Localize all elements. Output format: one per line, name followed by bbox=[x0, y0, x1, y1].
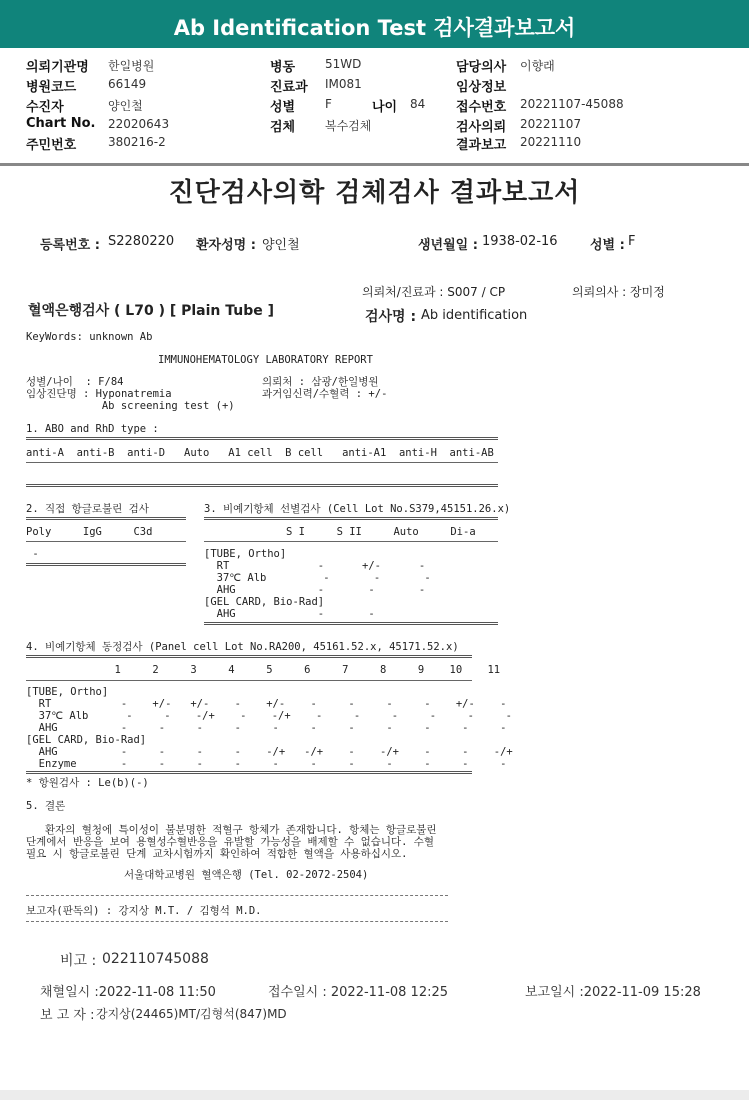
section-3-row: RT - +/- - bbox=[204, 560, 426, 572]
header-label-sex: 성별 bbox=[270, 100, 296, 115]
section-3-rule-bottom bbox=[204, 622, 498, 625]
header-label-hospital-code: 병원코드 bbox=[26, 80, 77, 95]
section-2-rule-mid bbox=[26, 541, 186, 542]
section-3-row: 37℃ Alb - - - bbox=[204, 572, 431, 584]
sex-age: 성별/나이 : F/84 bbox=[26, 376, 124, 388]
report-paper bbox=[0, 166, 749, 1090]
section-3-title: 3. 비예기항체 선별검사 (Cell Lot No.S379,45151.26.x) bbox=[204, 503, 511, 515]
header-label-ward: 병동 bbox=[270, 60, 296, 75]
header-value-result-date: 20221110 bbox=[520, 135, 582, 149]
section-2-columns: Poly IgG C3d bbox=[26, 526, 153, 538]
header-value-department: IM081 bbox=[325, 77, 362, 91]
header-label-patient: 수진자 bbox=[26, 100, 64, 115]
conclusion-line: 필요 시 항글로불린 단계 교차시험까지 확인하여 적합한 혈액을 사용하십시오. bbox=[26, 848, 408, 860]
test-name-label: 검사명 : bbox=[365, 309, 417, 325]
header-value-hospital-code: 66149 bbox=[108, 77, 147, 91]
header-value-request-date: 20221107 bbox=[520, 117, 582, 131]
header-label-resident-no: 주민번호 bbox=[26, 138, 77, 153]
page-bottom-margin bbox=[0, 1090, 749, 1100]
header-value-institution: 한일병원 bbox=[108, 59, 155, 73]
section-3-columns: S I S II Auto Di-a bbox=[286, 526, 476, 538]
section-4-row: [TUBE, Ortho] bbox=[26, 686, 109, 698]
referrer: 의뢰처 : 삼광/한일병원 bbox=[262, 376, 379, 388]
section-4-row: AHG - - - - -/+ -/+ - -/+ - - -/+ bbox=[26, 746, 513, 758]
note-label: 비고 : bbox=[60, 953, 97, 969]
antigen-test: * 항원검사 : Le(b)(-) bbox=[26, 777, 149, 789]
dept-info: 의뢰처/진료과 : S007 / CP bbox=[362, 285, 506, 299]
section-4-rule-top bbox=[26, 655, 472, 658]
header-value-specimen: 복수검체 bbox=[325, 119, 372, 133]
header-value-chart: 22020643 bbox=[108, 117, 170, 131]
header-label-accession: 접수번호 bbox=[456, 100, 507, 115]
sex-label: 성별 : bbox=[590, 238, 625, 253]
dob-label: 생년월일 : bbox=[418, 238, 478, 253]
signature-rule-bottom bbox=[26, 921, 448, 922]
header-value-sex: F bbox=[325, 97, 332, 111]
header-label-age: 나이 bbox=[372, 100, 398, 115]
section-4-row: [GEL CARD, Bio-Rad] bbox=[26, 734, 147, 746]
header-value-doctor: 이향래 bbox=[520, 59, 555, 73]
document-title: 진단검사의학 검체검사 결과보고서 bbox=[168, 178, 581, 208]
report-time: 보고일시 :2022-11-09 15:28 bbox=[525, 985, 701, 1000]
sex-value: F bbox=[628, 234, 636, 249]
signature-rule-top bbox=[26, 895, 448, 896]
section-4-columns: 1 2 3 4 5 6 7 8 9 10 11 bbox=[26, 664, 501, 676]
reporter-label: 보 고 자 : bbox=[40, 1008, 95, 1023]
history: 과거임신력/수혈력 : +/- bbox=[262, 388, 388, 400]
section-4-row: Enzyme - - - - - - - - - - - bbox=[26, 758, 507, 770]
patient-name-label: 환자성명 : bbox=[196, 238, 256, 253]
header-label-department: 진료과 bbox=[270, 80, 308, 95]
section-1-columns: anti-A anti-B anti-D Auto A1 cell B cell anti-A1 anti-H anti-AB bbox=[26, 447, 494, 459]
header-value-accession: 20221107-45088 bbox=[520, 97, 624, 111]
header-label-clinical-info: 임상정보 bbox=[456, 80, 507, 95]
section-1-rule-mid bbox=[26, 462, 498, 463]
requesting-doctor: 의뢰의사 : 장미정 bbox=[572, 285, 665, 299]
section-3-row: AHG - - bbox=[204, 608, 375, 620]
header-value-patient: 양인철 bbox=[108, 99, 143, 113]
header-label-institution: 의뢰기관명 bbox=[26, 60, 89, 75]
section-1-title: 1. ABO and RhD type : bbox=[26, 423, 159, 435]
section-3-row: [TUBE, Ortho] bbox=[204, 548, 287, 560]
request-info-header bbox=[0, 48, 749, 164]
header-value-age: 84 bbox=[410, 97, 426, 111]
section-4-rule-mid bbox=[26, 680, 472, 681]
header-label-doctor: 담당의사 bbox=[456, 60, 507, 75]
patient-name-value: 양인철 bbox=[262, 238, 300, 253]
report-banner-title: Ab Identification Test 검사결과보고서 bbox=[0, 0, 749, 48]
collection-time: 채혈일시 :2022-11-08 11:50 bbox=[40, 985, 216, 1000]
header-label-chart: Chart No. bbox=[26, 116, 96, 131]
receipt-time: 접수일시 : 2022-11-08 12:25 bbox=[268, 985, 449, 1000]
section-2-title: 2. 직접 항글로불린 검사 bbox=[26, 503, 149, 515]
section-4-row: RT - +/- +/- - +/- - - - - +/- - bbox=[26, 698, 507, 710]
section-3-row: AHG - - - bbox=[204, 584, 426, 596]
section-2-rule-top bbox=[26, 517, 186, 520]
header-value-resident-no: 380216-2 bbox=[108, 135, 166, 149]
diagnosis-line-1: 임상진단명 : Hyponatremia bbox=[26, 388, 172, 400]
section-3-rule-mid bbox=[204, 541, 498, 542]
note-value: 022110745088 bbox=[102, 951, 209, 967]
conclusion-line: 환자의 혈청에 특이성이 불분명한 적혈구 항체가 존재합니다. 항체는 항글로불린 bbox=[26, 824, 437, 836]
section-4-title: 4. 비예기항체 동정검사 (Panel cell Lot No.RA200, 45161.52.x, 45171.52.x) bbox=[26, 641, 459, 653]
section-1-rule-top bbox=[26, 437, 498, 440]
section-2-rule-bottom bbox=[26, 563, 186, 566]
section-4-rule-bottom bbox=[26, 771, 472, 774]
header-label-result-date: 결과보고 bbox=[456, 138, 507, 153]
hospital-contact: 서울대학교병원 혈액은행 (Tel. 02-2072-2504) bbox=[124, 869, 369, 881]
header-label-specimen: 검체 bbox=[270, 120, 296, 135]
lab-report-title: IMMUNOHEMATOLOGY LABORATORY REPORT bbox=[158, 354, 373, 366]
test-group: 혈액은행검사 ( L70 ) [ Plain Tube ] bbox=[28, 303, 275, 319]
conclusion-line: 단계에서 반응을 보여 용혈성수혈반응을 유발할 가능성을 배제할 수 없습니다. 수혈 bbox=[26, 836, 435, 848]
reg-no-label: 등록번호 : bbox=[40, 238, 100, 253]
section-1-rule-bottom bbox=[26, 484, 498, 487]
diagnosis-line-2: Ab screening test (+) bbox=[26, 400, 235, 412]
section-4-row: AHG - - - - - - - - - - - bbox=[26, 722, 507, 734]
header-label-request-date: 검사의뢰 bbox=[456, 120, 507, 135]
section-2-values: - bbox=[26, 548, 39, 560]
section-5-title: 5. 결론 bbox=[26, 800, 66, 812]
header-value-ward: 51WD bbox=[325, 57, 362, 71]
reporter-value: 강지상(24465)MT/김형석(847)MD bbox=[96, 1007, 287, 1021]
dob-value: 1938-02-16 bbox=[482, 234, 558, 249]
test-name-value: Ab identification bbox=[421, 308, 528, 323]
reporter-line: 보고자(판독의) : 강지상 M.T. / 김형석 M.D. bbox=[26, 905, 262, 917]
section-4-row: 37℃ Alb - - -/+ - -/+ - - - - - - bbox=[26, 710, 512, 722]
section-3-rule-top bbox=[204, 517, 498, 520]
keywords: KeyWords: unknown Ab bbox=[26, 331, 153, 343]
reg-no-value: S2280220 bbox=[108, 234, 175, 249]
section-3-row: [GEL CARD, Bio-Rad] bbox=[204, 596, 325, 608]
